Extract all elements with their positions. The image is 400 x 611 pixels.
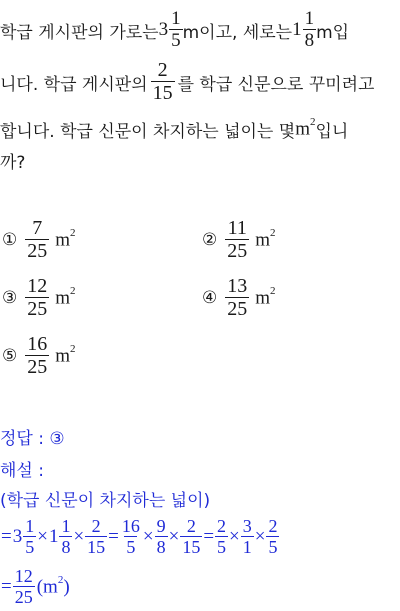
question-text: 까? (0, 153, 26, 173)
result-line: = $\frac{12}{25}$ $(m^2)$ (1, 566, 70, 607)
question-text: 니다. 학급 게시판의 (0, 74, 148, 95)
fraction: $\frac{2}{15}$ (152, 59, 173, 104)
choice-fraction: $\frac{16}{25}$ (27, 333, 48, 378)
choice-number: ④ (202, 288, 218, 308)
explanation-label: 해설 : (0, 461, 44, 481)
explanation-heading: (학급 신문이 차지하는 넓이) (0, 491, 211, 511)
choice-4[interactable] (202, 276, 276, 320)
choice-fraction: $\frac{11}{25}$ (227, 217, 248, 262)
choice-5[interactable] (2, 334, 76, 378)
choice-fraction: $\frac{12}{25}$ (27, 275, 48, 320)
choice-number: ② (202, 230, 218, 250)
question-line-4 (0, 148, 25, 174)
question-text: m입 (316, 22, 350, 43)
choice-number: ③ (2, 288, 18, 308)
unit-square-meter: $m^2$ (255, 284, 276, 309)
question-text: 합니다. 학급 신문이 차지하는 넓이는 몇 (0, 121, 296, 142)
choice-number: ① (2, 230, 18, 250)
question-text: 를 학급 신문으로 꾸미려고 (177, 74, 375, 95)
height-mixed-number: 1 $\frac{1}{8}$ (292, 8, 315, 51)
unit-square-meter: $m^2$ (55, 342, 76, 367)
question-text: 학급 게시판의 가로는 (0, 22, 159, 43)
question-text: 입니 (315, 121, 349, 142)
result-unit: $(m^2)$ (36, 573, 70, 598)
choice-3[interactable] (2, 276, 76, 320)
choice-number: ⑤ (2, 346, 18, 366)
question-line-3 (0, 114, 348, 144)
unit-square-meter: $m^2$ (55, 226, 76, 251)
question-text: m이고, 세로는 (182, 22, 293, 43)
calculation-line: = 3 $\frac{1}{5}$ × 1 $\frac{1}{8}$ × $\frac{2}{15}$ = $\frac{16}{5}$ × $\frac{9}{8}$ × $\frac{2}{15}$ = $\frac{2}{5}$ × $\frac{3}{1}$ × $\frac{2}{5}$ (1, 516, 278, 557)
unit-square-meter: $m^2$ (255, 226, 276, 251)
answer-line: 정답 : ③ (0, 429, 65, 449)
choice-1[interactable] (2, 218, 76, 262)
choice-fraction: $\frac{7}{25}$ (27, 217, 48, 262)
unit-square-meter: $m^2$ (55, 284, 76, 309)
unit-square-meter: $m^2$ (295, 115, 316, 140)
choice-2[interactable] (202, 218, 276, 262)
result-fraction: $\frac{12}{25}$ (14, 566, 33, 607)
choice-fraction: $\frac{13}{25}$ (227, 275, 248, 320)
width-mixed-number: 3 $\frac{1}{5}$ (158, 8, 181, 51)
question-line-1 (0, 8, 349, 52)
question-line-2 (0, 58, 374, 106)
